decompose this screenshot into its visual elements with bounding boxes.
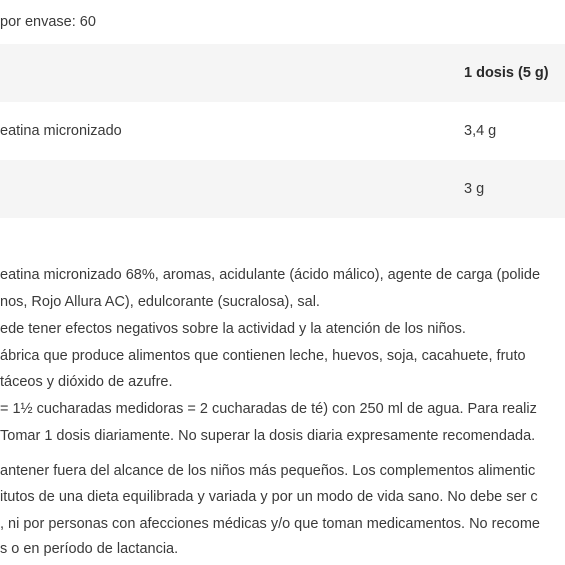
ingredients-line: nos, Rojo Allura AC), edulcorante (sucralosa), sal. [0,294,320,310]
table-header-row [0,44,565,102]
ingredients-line: eatina micronizado 68%, aromas, acidulante (ácido málico), agente de carga (polide [0,267,541,283]
advice-line: itutos de una dieta equilibrada y variada y por un modo de vida sano. No debe ser c [0,489,538,505]
warning-line: ede tener efectos negativos sobre la actividad y la atención de los niños. [0,321,466,337]
table-row [0,160,565,218]
ingredient-amount: 3,4 g [464,123,497,139]
usage-line: = 1½ cucharadas medidoras = 2 cucharadas de té) con 250 ml de agua. Para realiz [0,401,537,417]
ingredient-amount: 3 g [464,181,485,197]
ingredient-name: eatina micronizado [0,123,122,139]
servings-row [0,0,565,44]
servings-label: por envase: 60 [0,14,96,30]
nutrition-table [0,0,565,218]
advice-line: , ni por personas con afecciones médicas y/o que toman medicamentos. No recome [0,516,540,532]
advice-line: s o en período de lactancia. [0,541,179,557]
dose-header: 1 dosis (5 g) [464,65,549,81]
advice-line: antener fuera del alcance de los niños más pequeños. Los complementos alimentic [0,463,536,479]
table-row [0,102,565,160]
allergen-line: táceos y dióxido de azufre. [0,374,173,390]
usage-line: Tomar 1 dosis diariamente. No superar la dosis diaria expresamente recomendada. [0,428,536,444]
allergen-line: ábrica que produce alimentos que contienen leche, huevos, soja, cacahuete, fruto [0,348,526,364]
